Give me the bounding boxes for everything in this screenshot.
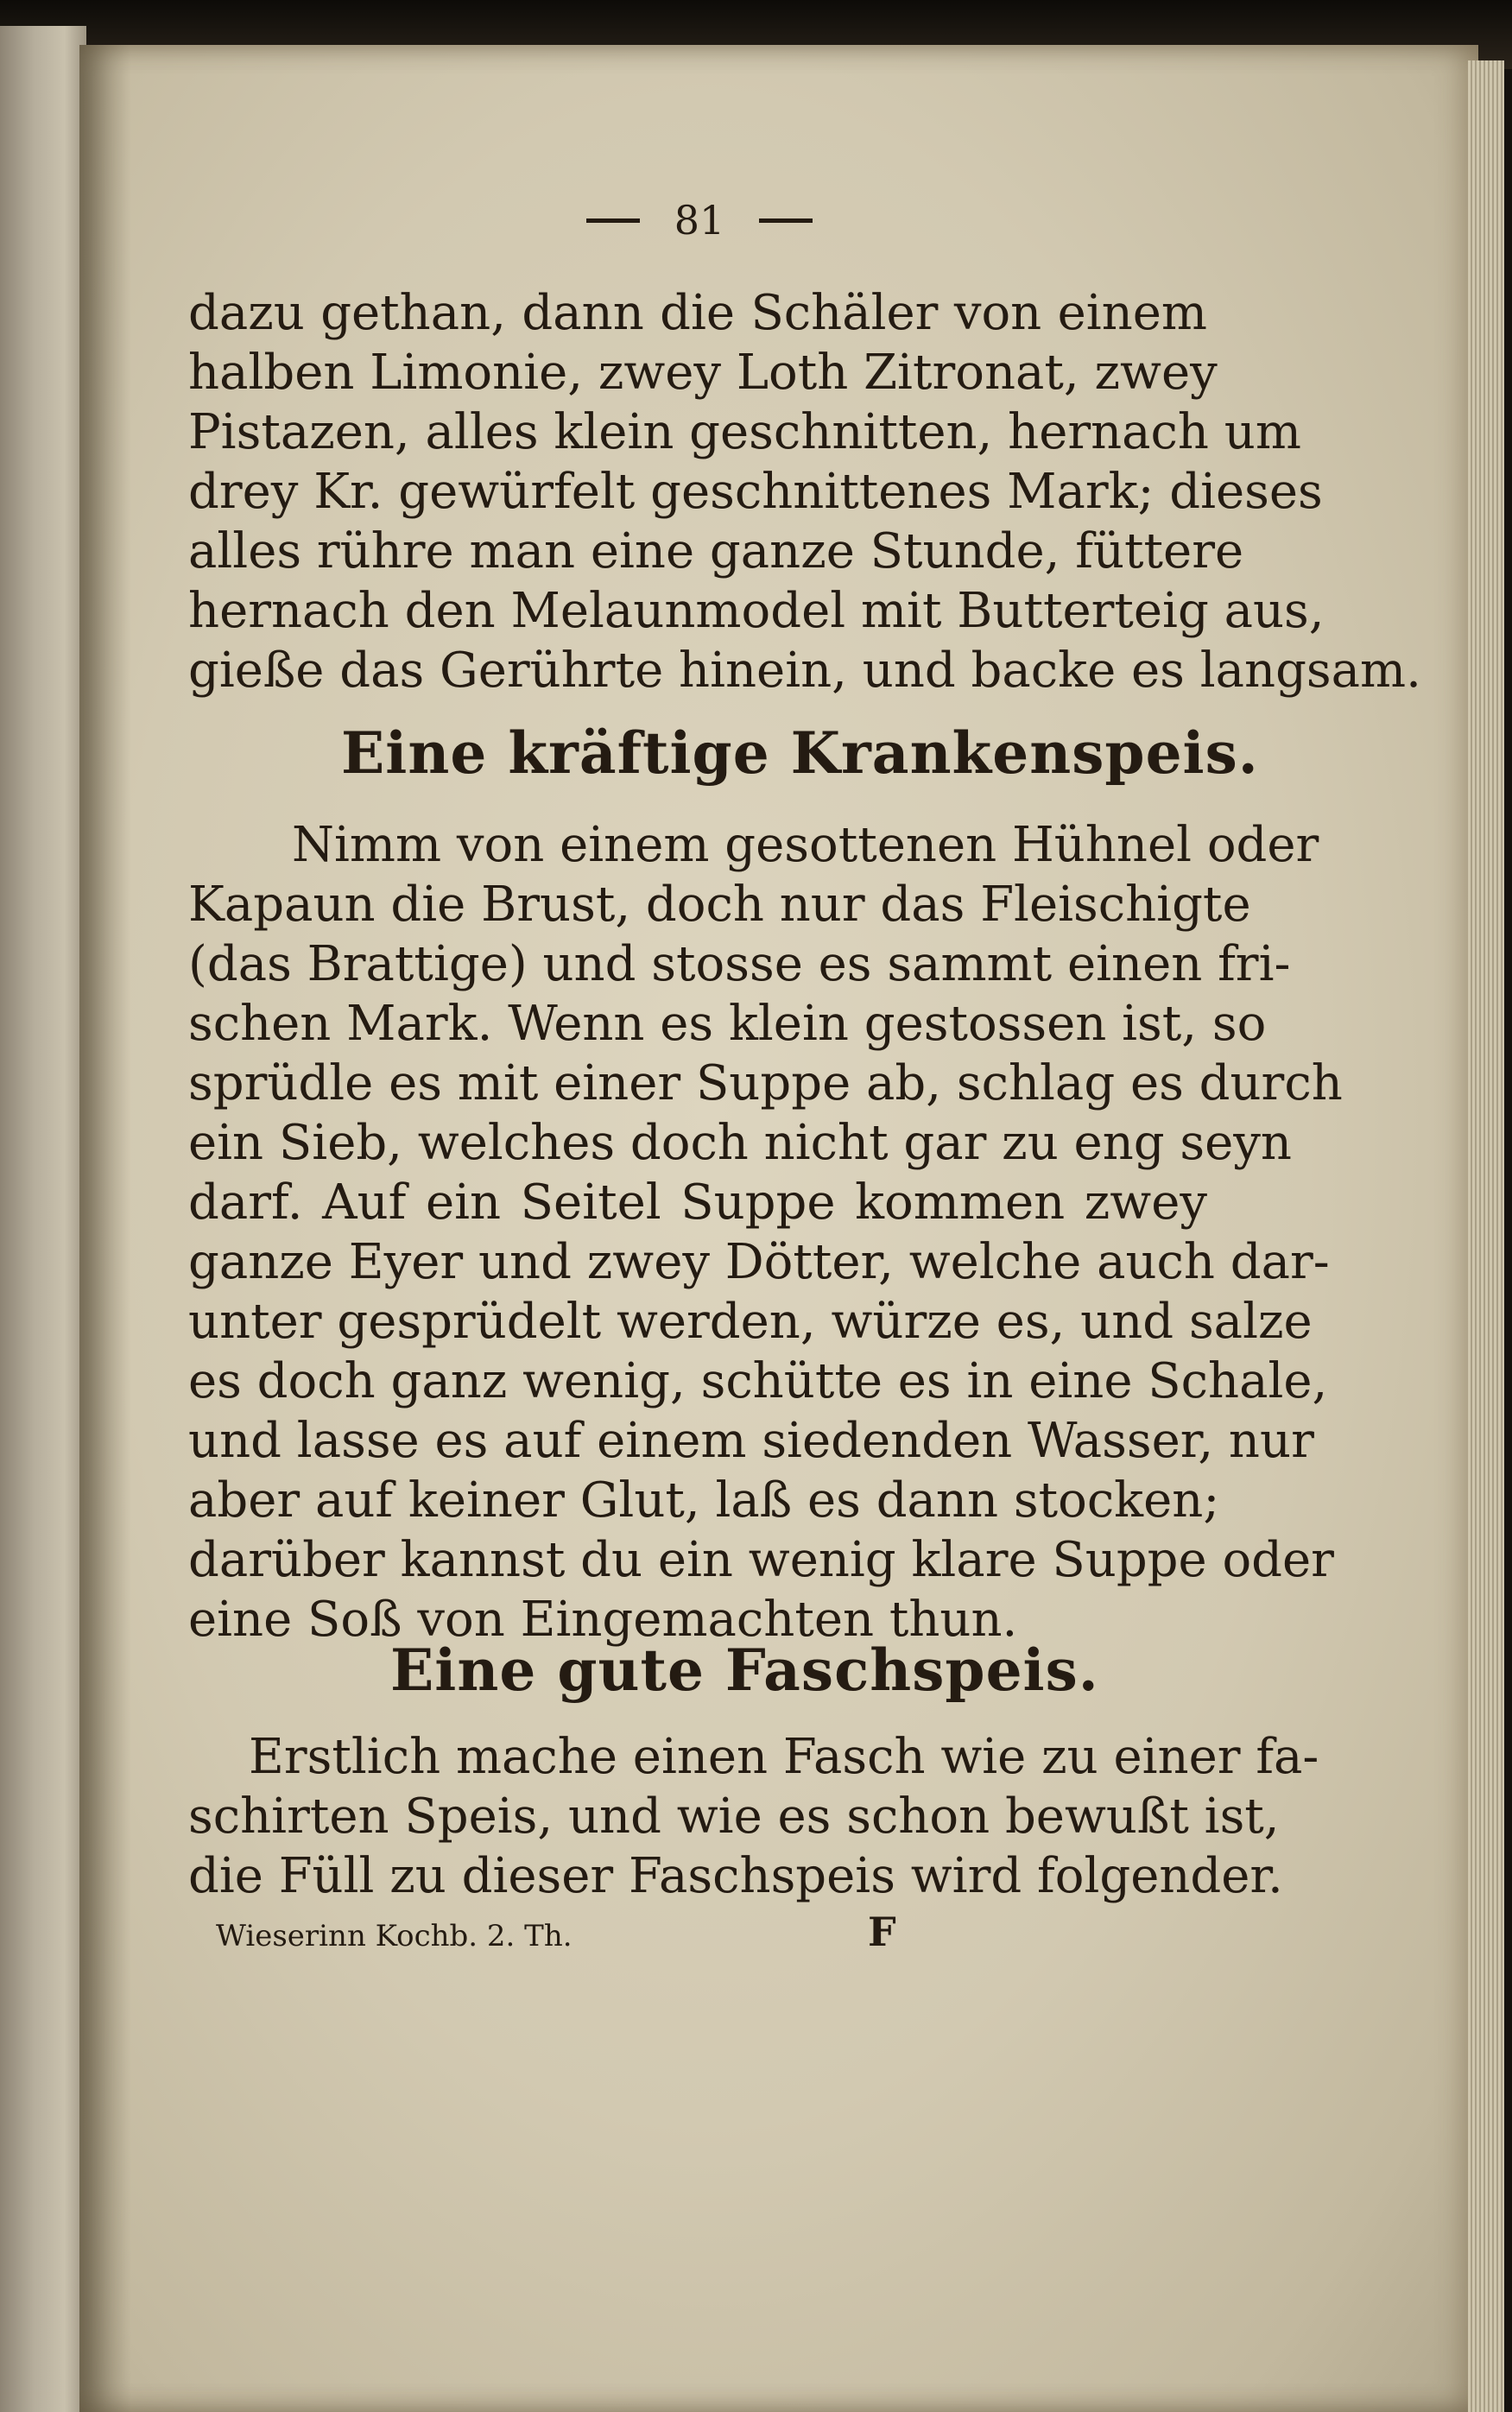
section-heading-1: Eine kräftige Krankenspeis.	[341, 719, 1259, 787]
text-line: darüber kannst du ein wenig klare Suppe oder	[188, 1532, 1334, 1588]
paragraph-1	[188, 283, 1421, 700]
text-line: und lasse es auf einem siedenden Wasser, nur	[188, 1413, 1314, 1469]
text-line: Kapaun die Brust, doch nur das Fleischigte	[188, 877, 1251, 933]
text-line: unter gesprüdelt werden, würze es, und salze	[188, 1294, 1313, 1350]
sheet-mark: F	[868, 1909, 896, 1955]
text-line: schirten Speis, und wie es schon bewußt ist,	[188, 1788, 1280, 1845]
text-line: Erstlich mache einen Fasch wie zu einer fa-	[249, 1729, 1319, 1785]
text-line: ganze Eyer und zwey Dötter, welche auch dar-	[188, 1234, 1330, 1290]
text-line: schen Mark. Wenn es klein gestossen ist, so	[188, 996, 1267, 1052]
header-dash-left	[586, 218, 640, 223]
paragraph-3	[188, 1727, 1319, 1906]
text-line: die Füll zu dieser Faschspeis wird folgender.	[188, 1848, 1283, 1904]
text-line: dazu gethan, dann die Schäler von einem	[188, 285, 1207, 341]
text-line: (das Brattige) und stosse es sammt einen fri-	[188, 936, 1291, 992]
paragraph-2	[188, 815, 1343, 1649]
page-number: 81	[674, 197, 725, 244]
text-line: eine Soß von Eingemachten thun.	[188, 1592, 1018, 1648]
text-line: gieße das Gerührte hinein, und backe es langsam.	[188, 643, 1421, 699]
text-line: darf. Auf ein Seitel Suppe kommen zwey	[188, 1174, 1207, 1231]
text-line: alles rühre man eine ganze Stunde, füttere	[188, 523, 1244, 579]
text-line: drey Kr. gewürfelt geschnittenes Mark; dieses	[188, 464, 1323, 520]
book-cover-edge	[0, 26, 86, 2412]
text-line: Nimm von einem gesottenen Hühnel oder	[292, 817, 1319, 873]
printer-signature: Wieserinn Kochb. 2. Th.	[216, 1919, 573, 1953]
page-gutter-shadow	[79, 45, 131, 2412]
page-header	[518, 190, 881, 250]
text-line: halben Limonie, zwey Loth Zitronat, zwey	[188, 345, 1218, 401]
section-heading-2: Eine gute Faschspeis.	[390, 1636, 1099, 1704]
text-line: es doch ganz wenig, schütte es in eine Schale,	[188, 1353, 1328, 1409]
text-line: Pistazen, alles klein geschnitten, hernach um	[188, 404, 1301, 460]
text-line: hernach den Melaunmodel mit Butterteig aus,	[188, 583, 1325, 639]
page-stack-edges	[1468, 60, 1504, 2412]
text-line: sprüdle es mit einer Suppe ab, schlag es durch	[188, 1055, 1343, 1111]
text-line: ein Sieb, welches doch nicht gar zu eng seyn	[188, 1115, 1292, 1171]
header-dash-right	[759, 218, 813, 223]
text-line: aber auf keiner Glut, laß es dann stocken;	[188, 1472, 1220, 1529]
